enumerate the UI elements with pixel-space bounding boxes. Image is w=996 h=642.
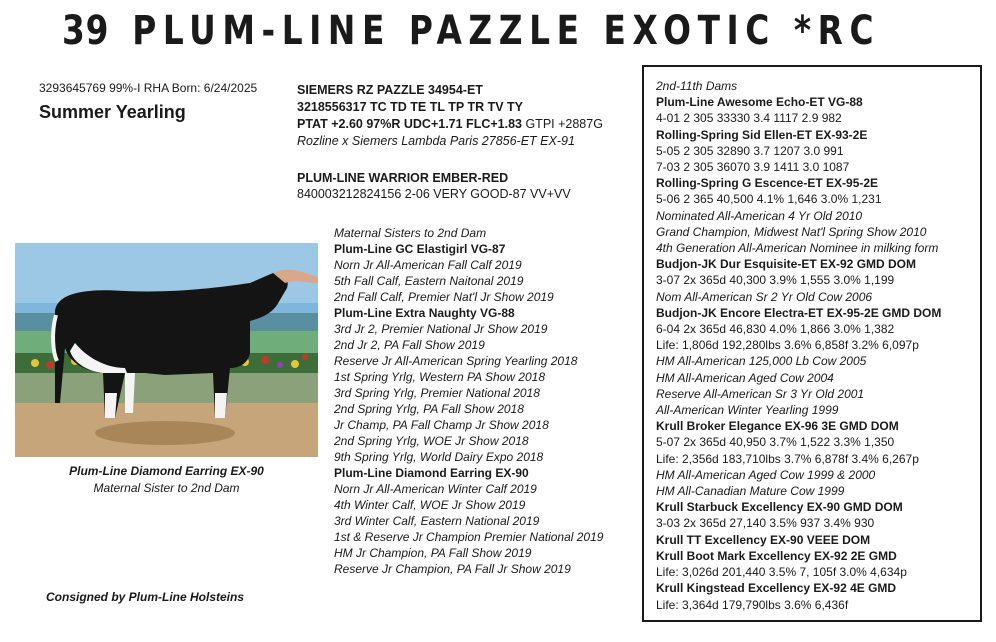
dam-name: Krull Boot Mark Excellency EX-92 2E GMD [656, 548, 897, 563]
dam-name: Plum-Line Awesome Echo-ET VG-88 [656, 95, 863, 110]
sire-proof-bold: PTAT +2.60 97%R UDC+1.71 FLC+1.83 [297, 117, 522, 131]
sire-pedigree: Rozline x Siemers Lambda Paris 27856-ET EX-91 [297, 134, 575, 148]
sister-award: 3rd Spring Yrlg, Premier National 2018 [334, 386, 540, 400]
sister-award: Norn Jr All-American Winter Calf 2019 [334, 482, 537, 496]
maternal-sisters-list [334, 241, 603, 577]
sister-award: HM Jr Champion, PA Fall Show 2019 [334, 546, 532, 560]
sister-name: Plum-Line Diamond Earring EX-90 [334, 466, 529, 480]
dam-record: Life: 3,026d 201,440 3.5% 7, 105f 3.0% 4,634p [656, 565, 907, 580]
dam-name: PLUM-LINE WARRIOR EMBER-RED [297, 171, 509, 185]
sister-award: Jr Champ, PA Fall Champ Jr Show 2018 [334, 418, 549, 432]
dam-award: Reserve All-American Sr 3 Yr Old 2001 [656, 386, 865, 401]
sister-award: 5th Fall Calf, Eastern Naitonal 2019 [334, 274, 524, 288]
dam-award: Grand Champion, Midwest Nat'l Spring Show 2010 [656, 224, 927, 239]
sister-award: 3rd Jr 2, Premier National Jr Show 2019 [334, 322, 548, 336]
sister-award: 9th Spring Yrlg, World Dairy Expo 2018 [334, 450, 544, 464]
dam-record: 3-03 2x 365d 27,140 3.5% 937 3.4% 930 [656, 516, 875, 531]
sister-award: Reserve Jr Champion, PA Fall Jr Show 2019 [334, 562, 571, 576]
dam-record: 6-04 2x 365d 46,830 4.0% 1,866 3.0% 1,382 [656, 322, 895, 337]
dam-record: 3-07 2x 365d 40,300 3.9% 1,555 3.0% 1,199 [656, 273, 895, 288]
dam-award: HM All-Canadian Mature Cow 1999 [656, 484, 845, 499]
cow-image [15, 243, 318, 457]
dam-name: Krull Starbuck Excellency EX-90 GMD DOM [656, 500, 903, 515]
maternal-sisters [334, 225, 603, 577]
dam-record: 5-07 2x 365d 40,950 3.7% 1,522 3.3% 1,350 [656, 435, 895, 450]
dam-award: HM All-American Aged Cow 2004 [656, 370, 834, 385]
photo-caption-name: Plum-Line Diamond Earring EX-90 [69, 464, 264, 478]
dam-record: Life: 2,356d 183,710lbs 3.7% 6,878f 3.4% 6,267p [656, 451, 919, 466]
photo-caption-relation: Maternal Sister to 2nd Dam [93, 481, 240, 495]
sister-award: 2nd Spring Yrlg, WOE Jr Show 2018 [334, 434, 529, 448]
sister-award: 4th Winter Calf, WOE Jr Show 2019 [334, 498, 526, 512]
dams-heading: 2nd-11th Dams [656, 79, 738, 93]
dam-name: Budjon-JK Encore Electra-ET EX-95-2E GMD DOM [656, 305, 942, 320]
sister-name: Plum-Line GC Elastigirl VG-87 [334, 242, 506, 256]
lot-number: 39 [62, 8, 110, 54]
dam-award: 4th Generation All-American Nominee in milking form [656, 241, 939, 256]
registration-line: 3293645769 99%-I RHA Born: 6/24/2025 [39, 81, 258, 95]
sister-award: 1st & Reserve Jr Champion Premier National 2019 [334, 530, 604, 544]
dams-list-container [656, 78, 941, 613]
dam-award: Nominated All-American 4 Yr Old 2010 [656, 208, 863, 223]
dam-record: Life: 1,806d 192,280lbs 3.6% 6,858f 3.2% 6,097p [656, 338, 919, 353]
dam-details: 840003212824156 2-06 VERY GOOD-87 VV+VV [297, 187, 571, 201]
cow-photo [15, 243, 318, 457]
dam-record: 5-05 2 305 32890 3.7 1207 3.0 991 [656, 143, 844, 158]
sister-award: 2nd Spring Yrlg, PA Fall Show 2018 [334, 402, 524, 416]
dam-record: 5-06 2 365 40,500 4.1% 1,646 3.0% 1,231 [656, 192, 882, 207]
sister-award: Norn Jr All-American Fall Calf 2019 [334, 258, 522, 272]
dam-name: Rolling-Spring Sid Ellen-ET EX-93-2E [656, 127, 868, 142]
sister-award: 2nd Jr 2, PA Fall Show 2019 [334, 338, 485, 352]
lot-header [62, 8, 880, 54]
dams-list [656, 94, 941, 613]
sister-name: Plum-Line Extra Naughty VG-88 [334, 306, 515, 320]
maternal-sisters-heading: Maternal Sisters to 2nd Dam [334, 226, 487, 240]
dam-name: Krull TT Excellency EX-90 VEEE DOM [656, 532, 871, 547]
sire-name: SIEMERS RZ PAZZLE 34954-ET [297, 83, 483, 97]
dam-award: HM All-American 125,000 Lb Cow 2005 [656, 354, 867, 369]
sister-award: 1st Spring Yrlg, Western PA Show 2018 [334, 370, 546, 384]
sister-award: 2nd Fall Calf, Premier Nat'l Jr Show 2019 [334, 290, 554, 304]
dam-award: HM All-American Aged Cow 1999 & 2000 [656, 467, 876, 482]
dam-name: Krull Kingstead Excellency EX-92 4E GMD [656, 581, 897, 596]
consignor: Consigned by Plum-Line Holsteins [46, 590, 245, 604]
dam-award: All-American Winter Yearling 1999 [656, 403, 839, 418]
sire-proof-extra: GTPI +2887G [521, 117, 603, 131]
dam-name: Budjon-JK Dur Esquisite-ET EX-92 GMD DOM [656, 257, 917, 272]
dam-record: 7-03 2 305 36070 3.9 1411 3.0 1087 [656, 160, 850, 175]
sire-block [297, 82, 603, 150]
dam-block [297, 170, 571, 202]
dam-record: 4-01 2 305 33330 3.4 1117 2.9 982 [656, 111, 842, 126]
sister-award: Reserve Jr All-American Spring Yearling 2018 [334, 354, 578, 368]
class-label: Summer Yearling [39, 102, 186, 122]
dam-name: Krull Broker Elegance EX-96 3E GMD DOM [656, 419, 899, 434]
sister-award: 3rd Winter Calf, Eastern National 2019 [334, 514, 540, 528]
dam-award: Nom All-American Sr 2 Yr Old Cow 2006 [656, 289, 873, 304]
dam-name: Rolling-Spring G Escence-ET EX-95-2E [656, 176, 879, 191]
dam-record: Life: 3,364d 179,790lbs 3.6% 6,436f [656, 597, 849, 612]
animal-name: PLUM-LINE PAZZLE EXOTIC *RC [132, 8, 881, 54]
sire-proof [297, 116, 603, 133]
sire-codes: 3218556317 TC TD TE TL TP TR TV TY [297, 100, 524, 114]
